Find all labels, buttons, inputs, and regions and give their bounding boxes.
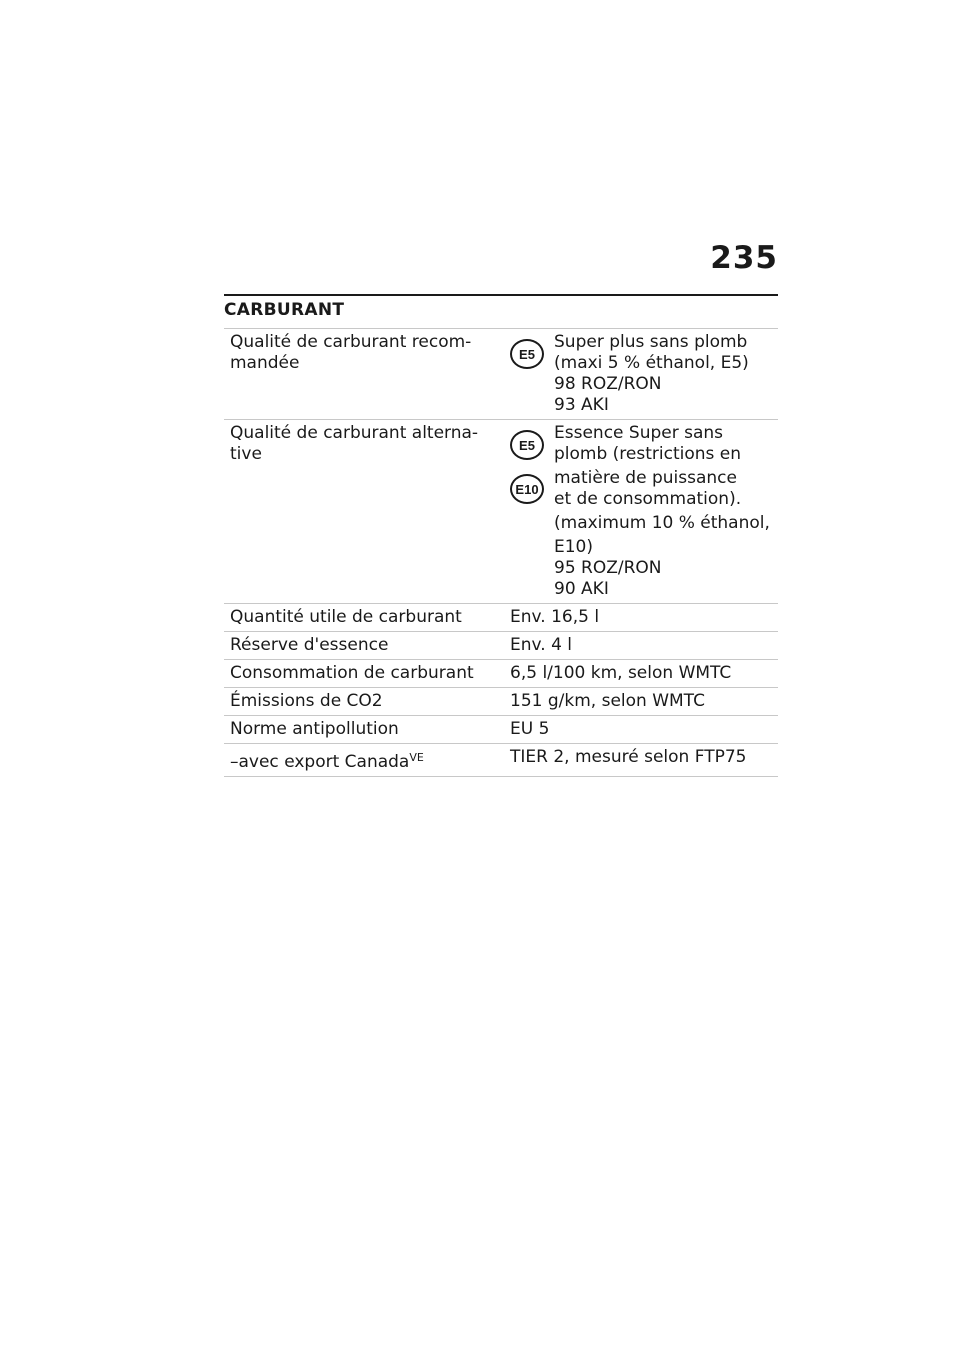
label-text: –avec export Canada	[230, 752, 410, 772]
value-line: et de consommation).	[554, 489, 742, 509]
row-value: Env. 4 l	[504, 632, 778, 660]
table-row	[224, 716, 778, 744]
table-row	[224, 604, 778, 632]
row-label	[224, 744, 504, 777]
table-row	[224, 329, 778, 420]
value-line: plomb (restrictions en	[554, 444, 742, 464]
value-line: 95 ROZ/RON	[554, 558, 662, 578]
row-label: Émissions de CO2	[224, 688, 504, 716]
e5-fuel-icon: E5	[510, 430, 544, 460]
value-line: 93 AKI	[554, 395, 609, 415]
value-line: Super plus sans plomb	[554, 332, 748, 352]
table-row	[224, 660, 778, 688]
row-value	[504, 329, 778, 420]
label-line: Qualité de carburant alterna-	[230, 423, 479, 443]
section-title: CARBURANT	[224, 294, 778, 320]
row-label	[224, 420, 504, 604]
e5-fuel-icon: E5	[510, 339, 544, 369]
value-line: E10)	[554, 537, 594, 557]
value-line: Essence Super sans	[554, 423, 724, 443]
value-line: 98 ROZ/RON	[554, 374, 662, 394]
row-label: Consommation de carburant	[224, 660, 504, 688]
row-label: Norme antipollution	[224, 716, 504, 744]
row-value: Env. 16,5 l	[504, 604, 778, 632]
value-line: 90 AKI	[554, 579, 609, 599]
fuel-spec-table	[224, 328, 778, 777]
row-label: Réserve d'essence	[224, 632, 504, 660]
label-superscript: VE	[409, 751, 424, 764]
value-line: (maxi 5 % éthanol, E5)	[554, 353, 749, 373]
value-line: matière de puissance	[554, 468, 737, 488]
table-row	[224, 420, 778, 604]
label-line: mandée	[230, 353, 300, 373]
table-row	[224, 632, 778, 660]
row-label: Quantité utile de carburant	[224, 604, 504, 632]
label-line: Qualité de carburant recom-	[230, 332, 472, 352]
e10-fuel-icon: E10	[510, 474, 544, 504]
value-line: (maximum 10 % éthanol,	[554, 513, 770, 533]
row-value: TIER 2, mesuré selon FTP75	[504, 744, 778, 777]
table-row	[224, 744, 778, 777]
row-value: 6,5 l/100 km, selon WMTC	[504, 660, 778, 688]
table-row	[224, 688, 778, 716]
row-value: 151 g/km, selon WMTC	[504, 688, 778, 716]
row-label	[224, 329, 504, 420]
row-value: EU 5	[504, 716, 778, 744]
label-line: tive	[230, 444, 262, 464]
page-number: 235	[710, 240, 778, 276]
row-value	[504, 420, 778, 604]
